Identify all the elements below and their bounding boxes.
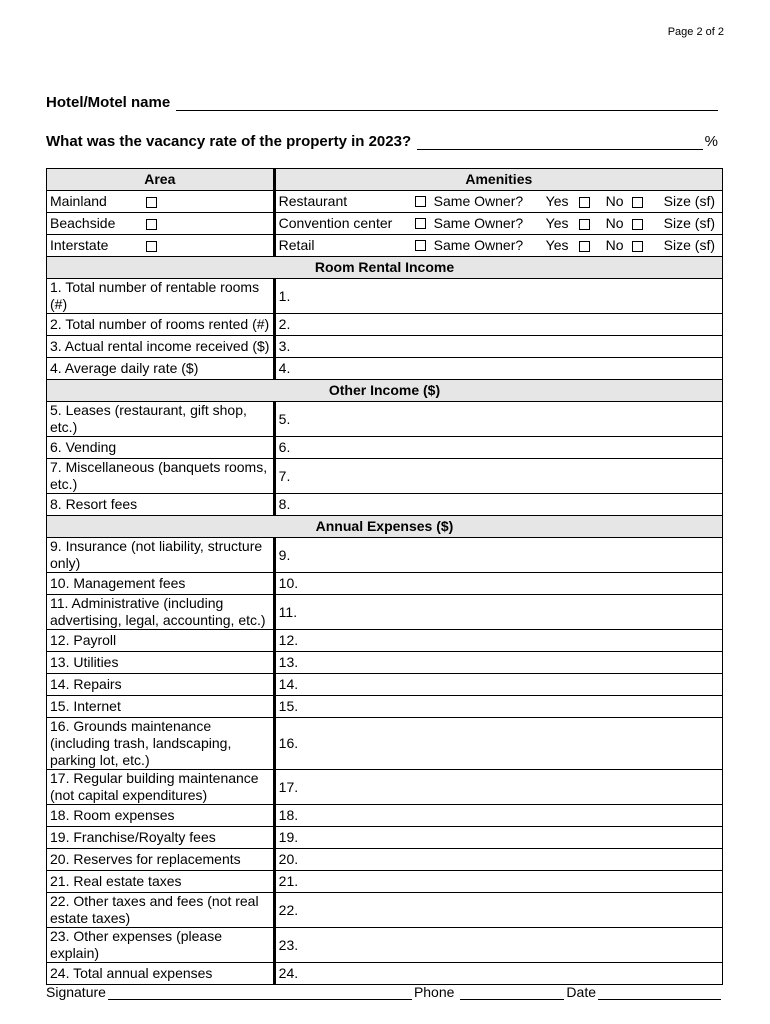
line-item-amount-field[interactable]: 16.	[274, 718, 722, 770]
area-cell	[47, 235, 275, 257]
area-checkbox[interactable]	[146, 219, 157, 230]
area-label: Interstate	[50, 237, 109, 253]
line-item-row	[47, 336, 723, 358]
line-item-row	[47, 314, 723, 336]
phone-field[interactable]	[460, 985, 564, 1000]
line-item-row	[47, 849, 723, 871]
line-item-row	[47, 893, 723, 928]
yes-label: Yes	[545, 237, 569, 253]
line-item-label: 22. Other taxes and fees (not real estate taxes)	[47, 893, 275, 928]
size-field-group	[664, 237, 719, 254]
yes-option	[546, 237, 606, 254]
line-item-label: 15. Internet	[47, 696, 275, 718]
no-label: No	[605, 193, 624, 209]
line-item-row	[47, 871, 723, 893]
line-item-label: 6. Vending	[47, 437, 275, 459]
line-item-row	[47, 770, 723, 805]
property-income-expense-table	[46, 168, 723, 985]
line-item-label: 19. Franchise/Royalty fees	[47, 827, 275, 849]
same-owner-label: Same Owner?	[433, 237, 524, 253]
date-field[interactable]	[598, 985, 721, 1000]
phone-label: Phone	[413, 984, 455, 1000]
line-item-row	[47, 696, 723, 718]
no-checkbox[interactable]	[632, 241, 643, 252]
line-item-amount-field[interactable]: 19.	[274, 827, 722, 849]
vacancy-rate-label: What was the vacancy rate of the property in 2023?	[46, 133, 412, 150]
line-item-row	[47, 963, 723, 985]
amenity-cell	[274, 191, 722, 213]
line-item-label: 20. Reserves for replacements	[47, 849, 275, 871]
no-option	[606, 193, 664, 210]
line-item-amount-field[interactable]: 4.	[274, 358, 722, 380]
hotel-name-row	[46, 94, 718, 111]
size-field-group	[664, 193, 719, 210]
no-label: No	[605, 215, 624, 231]
line-item-label: 5. Leases (restaurant, gift shop, etc.)	[47, 402, 275, 437]
size-label: Size (sf)	[663, 215, 715, 231]
other-income-header-row	[47, 380, 723, 402]
line-item-label: 18. Room expenses	[47, 805, 275, 827]
no-checkbox[interactable]	[632, 197, 643, 208]
signature-field[interactable]	[108, 985, 412, 1000]
line-item-amount-field[interactable]: 2.	[274, 314, 722, 336]
line-item-label: 4. Average daily rate ($)	[47, 358, 275, 380]
annual-expenses-header-row	[47, 516, 723, 538]
line-item-row	[47, 538, 723, 573]
line-item-amount-field[interactable]: 7.	[274, 459, 722, 494]
line-item-label: 17. Regular building maintenance (not capital expenditures)	[47, 770, 275, 805]
date-label: Date	[566, 984, 596, 1000]
line-item-amount-field[interactable]: 24.	[274, 963, 722, 985]
line-item-row	[47, 805, 723, 827]
line-item-row	[47, 494, 723, 516]
no-option	[606, 215, 664, 232]
line-item-row	[47, 718, 723, 770]
line-item-label: 21. Real estate taxes	[47, 871, 275, 893]
line-item-row	[47, 437, 723, 459]
line-item-amount-field[interactable]: 13.	[274, 652, 722, 674]
yes-option	[546, 193, 606, 210]
line-item-amount-field[interactable]: 20.	[274, 849, 722, 871]
area-label: Beachside	[50, 215, 116, 231]
amenity-label: Convention center	[278, 215, 393, 231]
line-item-label: 3. Actual rental income received ($)	[47, 336, 275, 358]
area-amenity-row	[47, 235, 723, 257]
room-rental-income-header-row	[47, 257, 723, 279]
yes-label: Yes	[545, 215, 569, 231]
same-owner-label: Same Owner?	[433, 193, 524, 209]
other-income-header: Other Income ($)	[47, 380, 723, 402]
yes-checkbox[interactable]	[579, 219, 590, 230]
line-item-row	[47, 595, 723, 630]
amenity-cell	[274, 213, 722, 235]
no-checkbox[interactable]	[632, 219, 643, 230]
area-label: Mainland	[50, 193, 107, 209]
line-item-row	[47, 459, 723, 494]
line-item-amount-field[interactable]: 5.	[274, 402, 722, 437]
yes-option	[546, 215, 606, 232]
no-option	[606, 237, 664, 254]
yes-checkbox[interactable]	[579, 241, 590, 252]
vacancy-rate-field[interactable]	[417, 135, 703, 150]
size-field-group	[664, 215, 719, 232]
amenity-label: Retail	[278, 237, 315, 253]
line-item-label: 24. Total annual expenses	[47, 963, 275, 985]
line-item-amount-field[interactable]: 3.	[274, 336, 722, 358]
line-item-row	[47, 652, 723, 674]
line-item-amount-field[interactable]: 18.	[274, 805, 722, 827]
amenities-header: Amenities	[274, 169, 722, 191]
line-item-label: 8. Resort fees	[47, 494, 275, 516]
line-item-row	[47, 630, 723, 652]
line-item-amount-field[interactable]: 15.	[274, 696, 722, 718]
line-item-label: 7. Miscellaneous (banquets rooms, etc.)	[47, 459, 275, 494]
area-cell	[47, 191, 275, 213]
area-cell	[47, 213, 275, 235]
line-item-label: 16. Grounds maintenance (including trash, landscaping, parking lot, etc.)	[47, 718, 275, 770]
line-item-row	[47, 928, 723, 963]
amenity-checkbox[interactable]	[415, 218, 426, 229]
line-item-row	[47, 402, 723, 437]
line-item-label: 11. Administrative (including advertising, legal, accounting, etc.)	[47, 595, 275, 630]
size-label: Size (sf)	[663, 237, 715, 253]
same-owner-label: Same Owner?	[433, 215, 524, 231]
line-item-row	[47, 674, 723, 696]
page-number: Page 2 of 2	[667, 26, 724, 38]
line-item-amount-field[interactable]: 22.	[274, 893, 722, 928]
signature-row	[46, 984, 723, 1000]
line-item-label: 14. Repairs	[47, 674, 275, 696]
amenities-header-row	[47, 169, 723, 191]
line-item-amount-field[interactable]: 6.	[274, 437, 722, 459]
no-label: No	[605, 237, 624, 253]
line-item-row	[47, 827, 723, 849]
yes-checkbox[interactable]	[579, 197, 590, 208]
line-item-row	[47, 573, 723, 595]
amenity-label: Restaurant	[278, 193, 348, 209]
line-item-row	[47, 279, 723, 314]
yes-label: Yes	[545, 193, 569, 209]
line-item-label: 12. Payroll	[47, 630, 275, 652]
vacancy-rate-row	[46, 133, 718, 150]
area-header: Area	[47, 169, 275, 191]
line-item-amount-field[interactable]: 9.	[274, 538, 722, 573]
line-item-amount-field[interactable]: 23.	[274, 928, 722, 963]
area-amenity-row	[47, 213, 723, 235]
percent-sign: %	[704, 133, 718, 150]
line-item-amount-field[interactable]: 21.	[274, 871, 722, 893]
line-item-label: 2. Total number of rooms rented (#)	[47, 314, 275, 336]
amenity-checkbox[interactable]	[415, 240, 426, 251]
area-checkbox[interactable]	[146, 197, 157, 208]
line-item-amount-field[interactable]: 14.	[274, 674, 722, 696]
annual-expenses-header: Annual Expenses ($)	[47, 516, 723, 538]
room-rental-income-header: Room Rental Income	[47, 257, 723, 279]
hotel-name-label: Hotel/Motel name	[46, 94, 171, 111]
amenity-fields	[279, 215, 719, 232]
amenity-cell	[274, 235, 722, 257]
line-item-amount-field[interactable]: 8.	[274, 494, 722, 516]
line-item-label: 23. Other expenses (please explain)	[47, 928, 275, 963]
line-item-amount-field[interactable]: 10.	[274, 573, 722, 595]
amenity-fields	[279, 193, 719, 210]
line-item-label: 10. Management fees	[47, 573, 275, 595]
line-item-label: 13. Utilities	[47, 652, 275, 674]
size-label: Size (sf)	[663, 193, 715, 209]
line-item-amount-field[interactable]: 12.	[274, 630, 722, 652]
signature-label: Signature	[46, 984, 106, 1000]
line-item-amount-field[interactable]: 17.	[274, 770, 722, 805]
line-item-amount-field[interactable]: 1.	[274, 279, 722, 314]
amenity-fields	[279, 237, 719, 254]
line-item-label: 9. Insurance (not liability, structure only)	[47, 538, 275, 573]
amenity-checkbox[interactable]	[415, 196, 426, 207]
line-item-amount-field[interactable]: 11.	[274, 595, 722, 630]
line-item-row	[47, 358, 723, 380]
area-amenity-row	[47, 191, 723, 213]
line-item-label: 1. Total number of rentable rooms (#)	[47, 279, 275, 314]
hotel-name-field[interactable]	[176, 96, 718, 111]
area-checkbox[interactable]	[146, 241, 157, 252]
